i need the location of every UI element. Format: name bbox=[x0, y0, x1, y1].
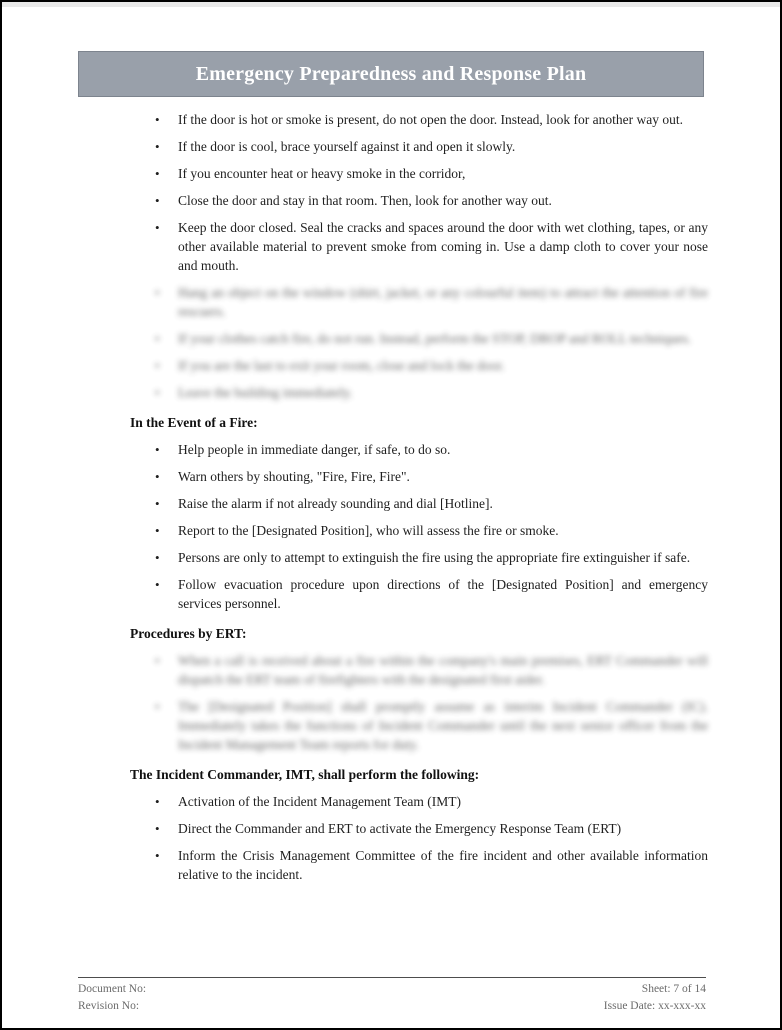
list-item-text: If the door is hot or smoke is present, do not open the door. Instead, look for another way out. bbox=[178, 112, 684, 127]
document-title-banner bbox=[78, 51, 704, 97]
bullet-icon: • bbox=[155, 139, 160, 154]
bullet-icon: • bbox=[155, 550, 160, 565]
list-item-text: Help people in immediate danger, if safe, to do so. bbox=[178, 442, 451, 457]
list-item-blurred bbox=[130, 329, 708, 348]
list-item bbox=[130, 110, 708, 129]
bullet-icon: • bbox=[155, 166, 160, 181]
list-item-text: Direct the Commander and ERT to activate the Emergency Response Team (ERT) bbox=[178, 821, 622, 836]
bullet-icon: • bbox=[155, 285, 160, 300]
section-procedures-ert bbox=[130, 626, 708, 754]
list-item-text: The [Designated Position] shall promptly assume as interim Incident Commander (IC). Immediately takes the functions of Incident Commander until the next senior officer from the Incident Management Team reports for duty. bbox=[178, 699, 708, 752]
list-item bbox=[130, 467, 708, 486]
list-item-blurred bbox=[130, 651, 708, 689]
bullet-list bbox=[130, 440, 708, 613]
bullet-list bbox=[130, 651, 708, 754]
section-door-safety bbox=[130, 110, 708, 402]
list-item-text: Activation of the Incident Management Team (IMT) bbox=[178, 794, 461, 809]
list-item bbox=[130, 548, 708, 567]
list-item bbox=[130, 440, 708, 459]
bullet-icon: • bbox=[155, 220, 160, 235]
list-item-text: Keep the door closed. Seal the cracks and spaces around the door with wet clothing, tapes, or any other available material to prevent smoke from coming in. Use a damp cloth to cover your nose and mouth. bbox=[178, 220, 708, 273]
list-item-text: If you encounter heat or heavy smoke in the corridor, bbox=[178, 166, 466, 181]
bullet-icon: • bbox=[155, 469, 160, 484]
section-heading: The Incident Commander, IMT, shall perform the following: bbox=[130, 767, 480, 782]
list-item-text: Close the door and stay in that room. Then, look for another way out. bbox=[178, 193, 552, 208]
list-item bbox=[130, 846, 708, 884]
section-heading: In the Event of a Fire: bbox=[130, 415, 258, 430]
list-item bbox=[130, 164, 708, 183]
document-no-label: Document No: bbox=[78, 983, 147, 995]
bullet-icon: • bbox=[155, 442, 160, 457]
section-event-of-fire bbox=[130, 415, 708, 613]
list-item-text: If the door is cool, brace yourself against it and open it slowly. bbox=[178, 139, 516, 154]
list-item-text: Inform the Crisis Management Committee of the fire incident and other available information relative to the incident. bbox=[178, 848, 708, 882]
list-item-text: If your clothes catch fire, do not run. Instead, perform the STOP, DROP and ROLL techniques. bbox=[178, 331, 692, 346]
list-item-text: When a call is received about a fire within the company's main premises, ERT Commander will dispatch the ERT team of firefighters with the designated first aider. bbox=[178, 653, 708, 687]
bullet-icon: • bbox=[155, 794, 160, 809]
page-top-edge-strip bbox=[2, 2, 780, 7]
list-item-text: Follow evacuation procedure upon directions of the [Designated Position] and emergency services personnel. bbox=[178, 577, 708, 611]
list-item-blurred bbox=[130, 283, 708, 321]
bullet-icon: • bbox=[155, 385, 160, 400]
revision-no-label: Revision No: bbox=[78, 1000, 140, 1012]
list-item-text: Hang an object on the window (shirt, jacket, or any colourful item) to attract the attention of fire rescuers. bbox=[178, 285, 708, 319]
section-heading: Procedures by ERT: bbox=[130, 626, 247, 641]
bullet-icon: • bbox=[155, 821, 160, 836]
list-item-blurred bbox=[130, 697, 708, 754]
list-item-text: Persons are only to attempt to extinguish the fire using the appropriate fire extinguisher if safe. bbox=[178, 550, 691, 565]
list-item bbox=[130, 494, 708, 513]
bullet-icon: • bbox=[155, 358, 160, 373]
list-item-text: Raise the alarm if not already sounding and dial [Hotline]. bbox=[178, 496, 493, 511]
list-item-text: If you are the last to exit your room, close and lock the door. bbox=[178, 358, 505, 373]
list-item bbox=[130, 521, 708, 540]
bullet-icon: • bbox=[155, 112, 160, 127]
bullet-icon: • bbox=[155, 577, 160, 592]
bullet-icon: • bbox=[155, 699, 160, 714]
list-item bbox=[130, 792, 708, 811]
list-item-blurred bbox=[130, 383, 708, 402]
bullet-list bbox=[130, 792, 708, 884]
list-item-text: Leave the building immediately. bbox=[178, 385, 353, 400]
document-footer bbox=[78, 977, 706, 1015]
bullet-list bbox=[130, 110, 708, 402]
list-item-text: Report to the [Designated Position], who will assess the fire or smoke. bbox=[178, 523, 559, 538]
bullet-icon: • bbox=[155, 848, 160, 863]
list-item bbox=[130, 218, 708, 275]
bullet-icon: • bbox=[155, 496, 160, 511]
list-item bbox=[130, 137, 708, 156]
section-incident-commander bbox=[130, 767, 708, 884]
bullet-icon: • bbox=[155, 523, 160, 538]
footer-row-1 bbox=[78, 981, 706, 998]
bullet-icon: • bbox=[155, 193, 160, 208]
bullet-icon: • bbox=[155, 331, 160, 346]
page-title: Emergency Preparedness and Response Plan bbox=[195, 62, 587, 85]
list-item bbox=[130, 819, 708, 838]
bullet-icon: • bbox=[155, 653, 160, 668]
list-item bbox=[130, 191, 708, 210]
list-item-blurred bbox=[130, 356, 708, 375]
sheet-number: Sheet: 7 of 14 bbox=[641, 983, 706, 995]
document-body bbox=[130, 110, 708, 892]
issue-date: Issue Date: xx-xxx-xx bbox=[603, 1000, 706, 1012]
footer-row-2 bbox=[78, 998, 706, 1015]
list-item bbox=[130, 575, 708, 613]
list-item-text: Warn others by shouting, "Fire, Fire, Fire". bbox=[178, 469, 410, 484]
